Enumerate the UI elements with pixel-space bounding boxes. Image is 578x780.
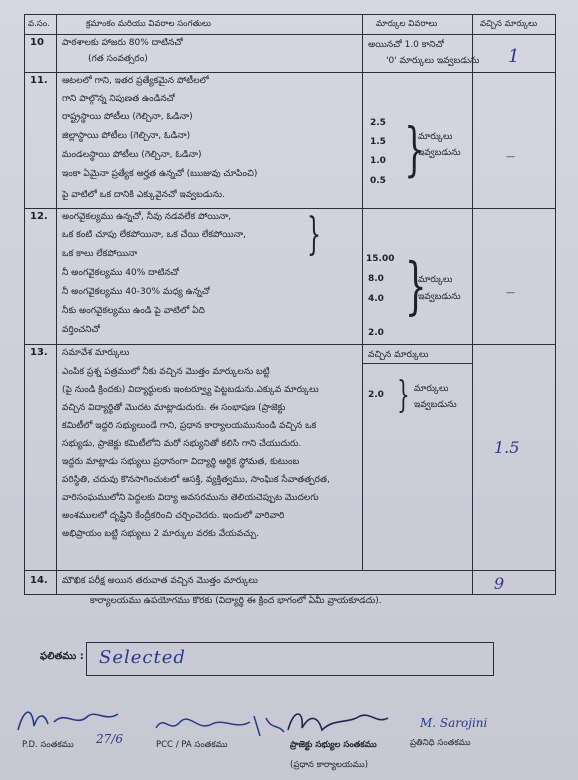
row-12-sno: 12. [30, 211, 48, 222]
row-12-text-4: నీ అంగవైకల్యము 40% దాటినచో [62, 268, 180, 278]
header-awarded: వచ్చిన మార్కులు [480, 19, 538, 29]
pcc-signature-icon [150, 706, 290, 740]
project-signature-icon [282, 704, 392, 740]
header-marks-detail: మార్కుల వివరాలు [376, 19, 438, 29]
row-11-text-6: ఇంకా ఏమైనా ప్రత్యేక అర్హత ఉన్నచో (ఋజువు చూపించి) [62, 169, 258, 179]
row-13-text-10: అభిప్రాయం బట్టి సభ్యులు 2 మార్కుల వరకు వేయవచ్చు. [62, 529, 260, 539]
row-10-marks-1: అయినచో 1.0 కానిచో [368, 40, 445, 50]
row-13-text-2: (పై నుండి క్రిందకు) విద్యార్థులకు ఇంటర్వ్యూ పెట్టబడును.ఎక్కువ మార్కులు [62, 385, 319, 395]
row-12-text-5: నీ అంగవైకల్యము 40-30% మధ్య ఉన్నచో [62, 287, 211, 297]
row-12-text-1: అంగవైకల్యము ఉన్నచో, నీవు నడవలేక పోయినా, [62, 212, 232, 222]
row-13-text-5: సభ్యుడు, ప్రాజెక్టు కమిటీలోని మరో సభ్యునితో కలిసి గాని చేయుదురు. [62, 439, 302, 449]
row-11-value-3: 1.0 [370, 156, 386, 166]
row-10-text-1: పాఠశాలకు హాజరు 80% దాటినచో [62, 38, 183, 48]
row-14-sno: 14. [30, 575, 48, 586]
row-11-text-2: గాని పాల్గొన్న నిపుణత ఉండినచో [62, 94, 176, 104]
row-13-text-6: ఇద్దరు మాట్లాడు సభ్యులు ప్రధానంగా విద్యార్థి ఆర్థిక స్థోమత, కుటుంబ [62, 457, 300, 467]
row-11-text-5: మండలస్థాయి పోటీలు (గెల్చినా, ఓడినా) [62, 150, 202, 160]
header-sno: వ.సం. [28, 19, 50, 29]
row-11-text-1: ఆటలలో గాని, ఇతర ప్రత్యేకమైన పోటీలలో [62, 76, 209, 86]
row-12-brace: } [404, 249, 427, 322]
row-10-awarded: 1 [508, 46, 520, 67]
pcc-sign-label: PCC / PA సంతకము [156, 740, 228, 750]
row-13-title: సమావేశ మార్కులు [62, 348, 130, 358]
row-11-value-1: 2.5 [370, 118, 386, 128]
row-11-label-1: మార్కులు [418, 132, 453, 142]
row-11-sno: 11. [30, 75, 48, 86]
marks-table [24, 14, 556, 594]
row-13-text-4: కమిటీలో ఇద్దరి సభ్యులుండే గాని, ప్రధాన కార్యాలయమునుండి వచ్చిన ఒక [62, 421, 317, 431]
row-13-text-8: వారిసంఘములోని పెద్దలకు విద్యా అవసరమును తెలియచెప్పుట మొదలగు [62, 493, 319, 503]
row-12-label-2: ఇవ్వబడును [418, 292, 461, 302]
row-12-value-2: 8.0 [368, 274, 384, 284]
row-13-label-1: మార్కులు [414, 384, 449, 394]
result-box [86, 642, 494, 676]
row-13-value-1: 2.0 [368, 390, 384, 400]
row-12-left-brace: } [307, 209, 321, 260]
row-13-sno: 13. [30, 347, 48, 358]
row-11-value-2: 1.5 [370, 137, 386, 147]
row-13-text-7: పరిస్థితి, చదువు కొనసాగించుటలో ఆసక్తి, వ్యక్తిత్వము, సాంఘిక సేవాతత్పరత, [62, 475, 330, 485]
rep-sign-label: ప్రతినిధి సంతకము [410, 738, 471, 748]
row-12-text-3: ఒక కాలు లేకపోయినా [62, 249, 138, 259]
row-12-value-4: 2.0 [368, 328, 384, 338]
row-12-text-2: ఒక కంటి చూపు లేకపోయినా, ఒక చేయి లేకపోయినా, [62, 230, 246, 240]
pd-sign-date: 27/6 [96, 732, 123, 746]
row-14-text: మౌఖిక పరీక్ష అయిన తరువాత వచ్చిన మొత్తం మార్కులు [62, 576, 258, 586]
row-12-awarded: — [506, 288, 515, 298]
row-10-text-2: (గత సంవత్సరం) [88, 54, 148, 64]
row-11-brace: } [404, 115, 425, 183]
row-13-brace: } [397, 375, 410, 416]
row-11-label-2: ఇవ్వబడును [418, 148, 461, 158]
row-11-awarded: — [506, 152, 515, 162]
row-13-label-2: ఇవ్వబడును [414, 400, 457, 410]
row-13-awarded: 1.5 [494, 438, 520, 457]
row-11-text-7: పై వాటిలో ఒక దానికి ఎక్కువైనచో ఇవ్వబడును. [62, 190, 225, 200]
rep-name: M. Sarojini [420, 716, 488, 730]
row-12-value-1: 15.00 [366, 254, 395, 264]
office-label: (ప్రధాన కార్యాలయము) [290, 760, 369, 770]
result-label: ఫలితము : [40, 651, 84, 662]
row-11-text-4: జిల్లాస్థాయి పోటీలు (గెల్చినా, ఓడినా) [62, 131, 191, 141]
pd-sign-label: P.D. సంతకము [22, 740, 74, 750]
office-use-note: కార్యాలయము ఉపయోగము కొరకు (విద్యార్థి ఈ క్రింద భాగంలో ఏమీ వ్రాయకూడదు). [90, 596, 382, 606]
row-12-text-7: వర్తించనిచో [62, 325, 101, 335]
project-sign-label: ప్రాజెక్టు సభ్యుల సంతకము [290, 740, 377, 750]
row-12-text-6: నీకు అంగవైకల్యము ఉండి పై వాటిలో ఏది [62, 306, 205, 316]
row-12-value-3: 4.0 [368, 294, 384, 304]
row-12-label-1: మార్కులు [418, 275, 453, 285]
result-value: Selected [99, 647, 186, 668]
row-11-value-4: 0.5 [370, 176, 386, 186]
header-criteria: క్రమాంకం మరియు వివరాల సంగతులు [86, 19, 211, 29]
row-13-text-3: వచ్చిన విద్యార్థితో మొదట మాట్లాడుదురు. ఈ సంభాషణ (ప్రాజెక్టు [62, 403, 286, 413]
row-13-text-9: అంశములలో దృష్టిని కేంద్రీకరించి చర్చించెదరు. ఇందులో వారివారి [62, 511, 285, 521]
row-13-text-1: ఎంపిక ప్రశ్న పత్రములో నీకు వచ్చిన మొత్తం మార్కులను బట్టి [62, 367, 270, 377]
row-13-marks-header: వచ్చిన మార్కులు [368, 350, 429, 360]
row-14-awarded: 9 [494, 574, 505, 593]
row-10-sno: 10 [30, 37, 44, 48]
row-10-marks-2: '0' మార్కులు ఇవ్వబడును [386, 56, 480, 66]
row-11-text-3: రాష్ట్రస్థాయి పోటీలు (గెల్చినా, ఓడినా) [62, 112, 193, 122]
